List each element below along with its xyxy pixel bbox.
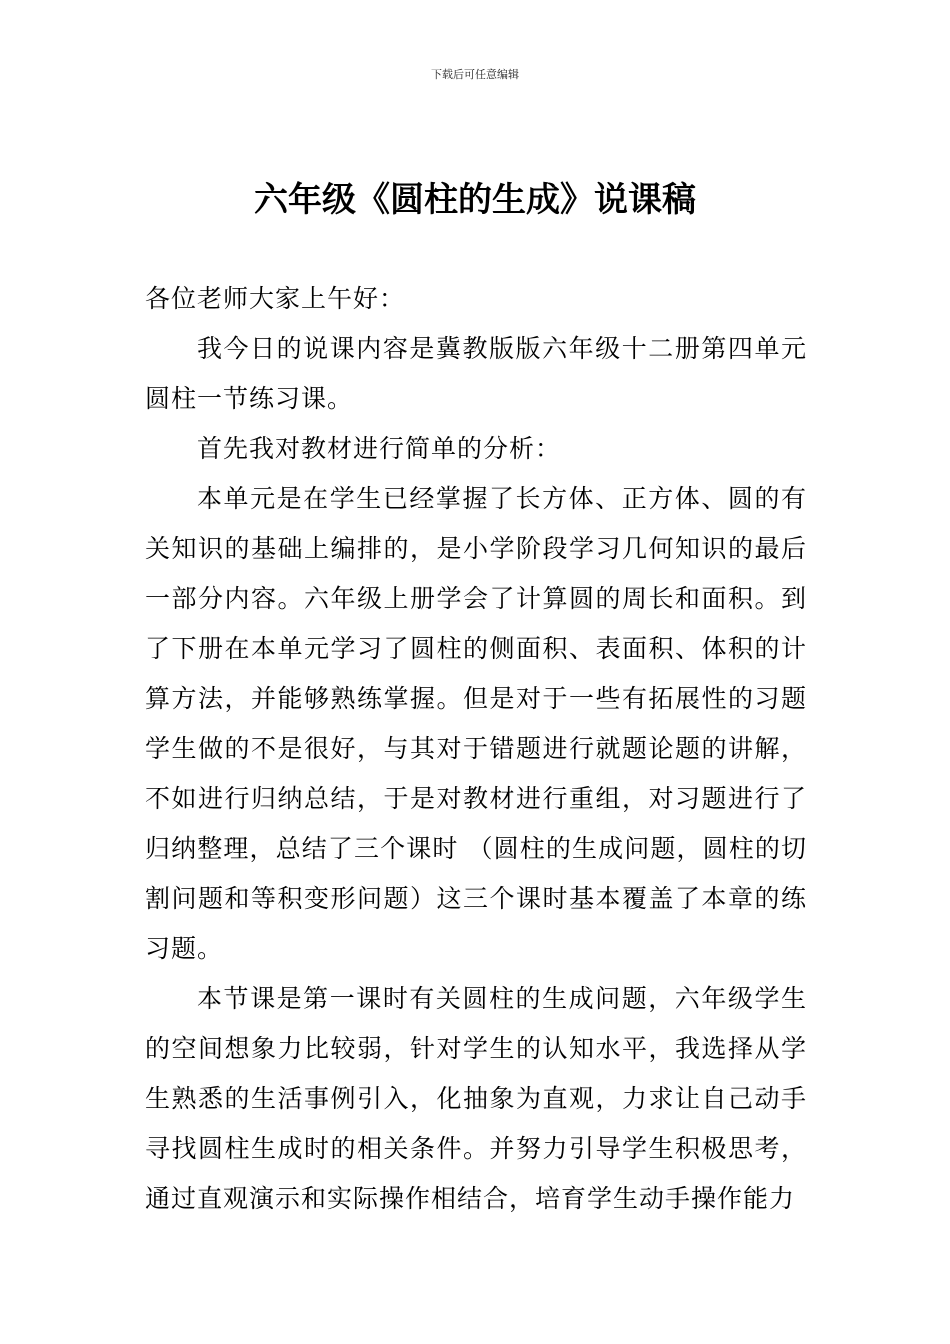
- paragraph-unit-analysis: 本单元是在学生已经掌握了长方体、正方体、圆的有关知识的基础上编排的，是小学阶段学习几何知识的最后一部分内容。六年级上册学会了计算圆的周长和面积。到了下册在本单元学习了圆柱的侧面积、表面积、体积的计算方法，并能够熟练掌握。但是对于一些有拓展性的习题学生做的不是很好，与其对于错题进行就题论题的讲解，不如进行归纳总结，于是对教材进行重组，对习题进行了归纳整理，总结了三个课时 （圆柱的生成问题，圆柱的切割问题和等积变形问题）这三个课时基本覆盖了本章的练习题。: [145, 484, 807, 963]
- paragraph-greeting: 各位老师大家上午好：: [145, 284, 406, 313]
- document-title: 六年级《圆柱的生成》说课稿: [254, 180, 696, 220]
- paragraph-topic: 我今日的说课内容是冀教版版六年级十二册第四单元圆柱一节练习课。: [145, 334, 807, 413]
- paragraph-lesson-overview: 本节课是第一课时有关圆柱的生成问题，六年级学生的空间想象力比较弱，针对学生的认知水平，我选择从学生熟悉的生活事例引入，化抽象为直观，力求让自己动手寻找圆柱生成时的相关条件。并努力引导学生积极思考，通过直观演示和实际操作相结合，培育学生动手操作能力: [145, 984, 807, 1213]
- paragraph-analysis-intro: 首先我对教材进行简单的分析：: [197, 434, 562, 463]
- document-body: [145, 274, 807, 1224]
- header-note: 下载后可任意编辑: [431, 68, 519, 81]
